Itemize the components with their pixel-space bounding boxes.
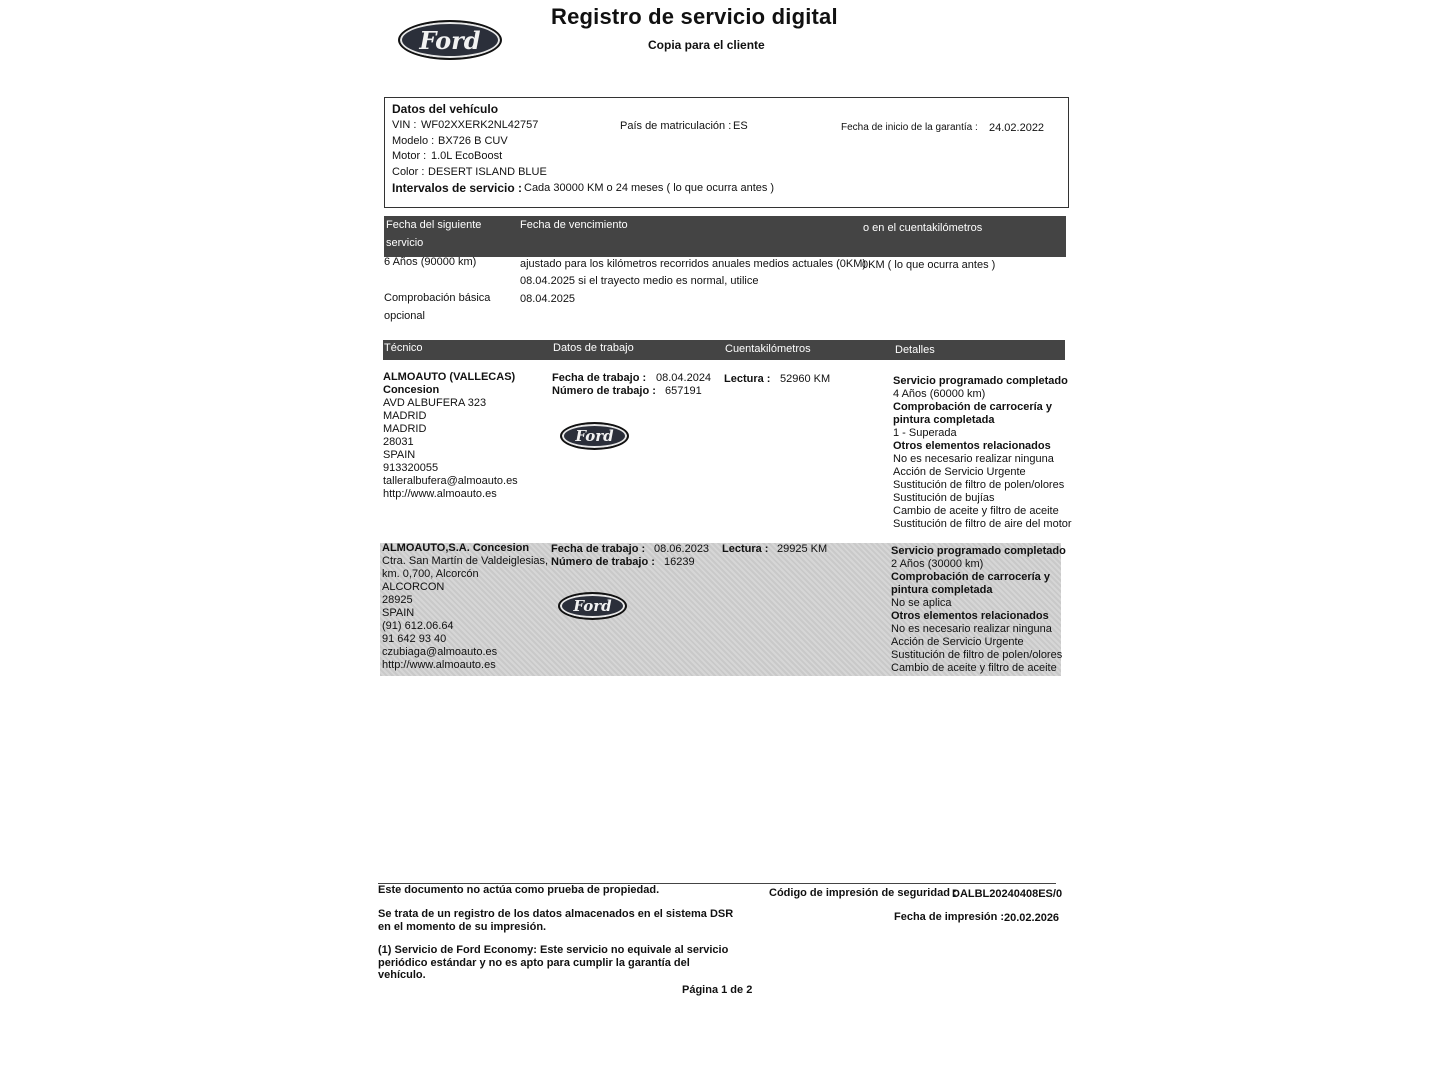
record1-tech-line: http://www.almoauto.es [383, 488, 497, 500]
record2-detail-line: Servicio programado completado [891, 545, 1066, 557]
security-code: DALBL20240408ES/0 [952, 888, 1063, 900]
record2-tech-line: 91 642 93 40 [382, 633, 447, 645]
footer-note-a: (1) Servicio de Ford Economy: Este servicio no equivale al servicio [378, 944, 729, 956]
footer-disclaimer-dsr-a: Se trata de un registro de los datos almacenados en el sistema DSR [378, 908, 734, 920]
next-service-row2-col1b: opcional [384, 310, 425, 322]
record1-detail-line: Acción de Servicio Urgente [893, 466, 1026, 478]
record2-detail-line: No es necesario realizar ninguna [891, 623, 1052, 635]
record1-reading-label: Lectura : [724, 373, 771, 385]
header-odometer-reading: Cuentakilómetros [725, 343, 811, 355]
record1-detail-line: Sustitución de filtro de polen/olores [893, 479, 1065, 491]
vehicle-section-title: Datos del vehículo [392, 102, 499, 116]
record2-tech-line: km. 0,700, Alcorcón [382, 568, 479, 580]
header-next-service-2: servicio [386, 237, 424, 249]
record2-tech-line: ALMOAUTO,S.A. Concesion [382, 542, 530, 554]
record1-technician [383, 371, 518, 501]
record1-reading: 52960 KM [780, 373, 831, 385]
record2-date: 08.06.2023 [654, 543, 710, 555]
record2-num: 16239 [664, 556, 695, 568]
record2-details [891, 545, 1066, 675]
record1-tech-line: 913320055 [383, 462, 439, 474]
record2-reading: 29925 KM [777, 543, 828, 555]
records-header [383, 340, 1065, 360]
record2-detail-line: No se aplica [891, 597, 952, 609]
record2-detail-line: Cambio de aceite y filtro de aceite [891, 662, 1057, 674]
record2-detail-line: 2 Años (30000 km) [891, 558, 984, 570]
security-code-label: Código de impresión de seguridad : [769, 887, 957, 899]
warranty-date: 24.02.2022 [989, 122, 1045, 134]
ford-logo-text: Ford [419, 25, 481, 55]
header-work-data: Datos de trabajo [553, 342, 634, 354]
footer-disclaimer-ownership: Este documento no actúa como prueba de propiedad. [378, 884, 660, 896]
country-label: País de matriculación : [620, 120, 732, 132]
header-technician: Técnico [384, 342, 423, 354]
ford-logo [398, 20, 502, 60]
record1-tech-line: Concesion [383, 384, 440, 396]
print-date-label: Fecha de impresión : [894, 911, 1005, 923]
intervals-label: Intervalos de servicio : [392, 181, 523, 195]
record2-tech-line: czubiaga@almoauto.es [382, 646, 498, 658]
header-details: Detalles [895, 344, 935, 356]
next-service-header [384, 216, 1066, 257]
header-next-service-1: Fecha del siguiente [386, 219, 482, 231]
record2-tech-line: Ctra. San Martín de Valdeiglesias, [382, 555, 549, 567]
record2-tech-line: http://www.almoauto.es [382, 659, 496, 671]
record1-detail-line: 4 Años (60000 km) [893, 388, 986, 400]
page-number: Página 1 de 2 [682, 984, 753, 996]
engine-value: 1.0L EcoBoost [431, 150, 503, 162]
header-odometer: o en el cuentakilómetros [863, 222, 983, 234]
vin-value: WF02XXERK2NL42757 [421, 119, 539, 131]
record1-tech-line: MADRID [383, 410, 427, 422]
next-service-row1-col2a: ajustado para los kilómetros recorridos anuales medios actuales (0KM) [520, 258, 867, 270]
page-title: Registro de servicio digital [551, 4, 838, 29]
next-service-row1-col1: 6 Años (90000 km) [384, 256, 477, 268]
record2-tech-line: ALCORCON [382, 581, 445, 593]
country-value: ES [733, 120, 748, 132]
record1-details [893, 375, 1072, 531]
print-date: 20.02.2026 [1004, 912, 1060, 924]
next-service-row1-col3: 0KM ( lo que ocurra antes ) [862, 259, 996, 271]
record2-date-label: Fecha de trabajo : [551, 543, 646, 555]
ford-logo-text: Ford [573, 597, 612, 615]
record1-detail-line: Servicio programado completado [893, 375, 1068, 387]
record2-detail-line: pintura completada [891, 584, 993, 596]
record1-tech-line: MADRID [383, 423, 427, 435]
record1-detail-line: Sustitución de filtro de aire del motor [893, 518, 1072, 530]
intervals-value: Cada 30000 KM o 24 meses ( lo que ocurra antes ) [524, 182, 775, 194]
engine-label: Motor : [392, 150, 427, 162]
record2-tech-line: (91) 612.06.64 [382, 620, 454, 632]
record1-num: 657191 [665, 385, 702, 397]
next-service-row2-col1a: Comprobación básica [384, 292, 491, 304]
record1-date-label: Fecha de trabajo : [552, 372, 647, 384]
ford-logo-text: Ford [575, 427, 614, 445]
record1-detail-line: 1 - Superada [893, 427, 957, 439]
page-subtitle: Copia para el cliente [648, 38, 765, 52]
record2-detail-line: Otros elementos relacionados [891, 610, 1049, 622]
record1-tech-line: talleralbufera@almoauto.es [383, 475, 518, 487]
color-value: DESERT ISLAND BLUE [428, 166, 547, 178]
next-service-row2-col2: 08.04.2025 [520, 293, 576, 305]
record1-detail-line: Otros elementos relacionados [893, 440, 1051, 452]
color-label: Color : [392, 166, 425, 178]
record1-detail-line: Comprobación de carrocería y [893, 401, 1052, 413]
record1-tech-line: AVD ALBUFERA 323 [383, 397, 487, 409]
record2-num-label: Número de trabajo : [551, 556, 655, 568]
ford-logo [558, 592, 627, 620]
record1-num-label: Número de trabajo : [552, 385, 656, 397]
record2-detail-line: Acción de Servicio Urgente [891, 636, 1024, 648]
record1-detail-line: Cambio de aceite y filtro de aceite [893, 505, 1059, 517]
record2-reading-label: Lectura : [722, 543, 769, 555]
record1-detail-line: No es necesario realizar ninguna [893, 453, 1054, 465]
record1-tech-line: ALMOAUTO (VALLECAS) [383, 371, 516, 383]
header-due-date: Fecha de vencimiento [520, 219, 628, 231]
model-value: BX726 B CUV [438, 135, 508, 147]
next-service-row1-col2b: 08.04.2025 si el trayecto medio es normal, utilice [520, 275, 759, 287]
record1-tech-line: SPAIN [383, 449, 416, 461]
record1-date: 08.04.2024 [656, 372, 712, 384]
model-label: Modelo : [392, 135, 435, 147]
record2-detail-line: Sustitución de filtro de polen/olores [891, 649, 1063, 661]
record2-technician [382, 542, 548, 672]
record1-detail-line: pintura completada [893, 414, 995, 426]
record2-tech-line: 28925 [382, 594, 413, 606]
record1-detail-line: Sustitución de bujías [893, 492, 995, 504]
footer-note-b: periódico estándar y no es apto para cumplir la garantía del [378, 957, 690, 969]
record1-tech-line: 28031 [383, 436, 414, 448]
footer-disclaimer-dsr-b: en el momento de su impresión. [378, 921, 547, 933]
record2-detail-line: Comprobación de carrocería y [891, 571, 1050, 583]
footer-note-c: vehículo. [378, 969, 426, 981]
record2-tech-line: SPAIN [382, 607, 415, 619]
vin-label: VIN : [392, 119, 417, 131]
warranty-label: Fecha de inicio de la garantía : [841, 122, 978, 133]
ford-logo [560, 422, 629, 450]
